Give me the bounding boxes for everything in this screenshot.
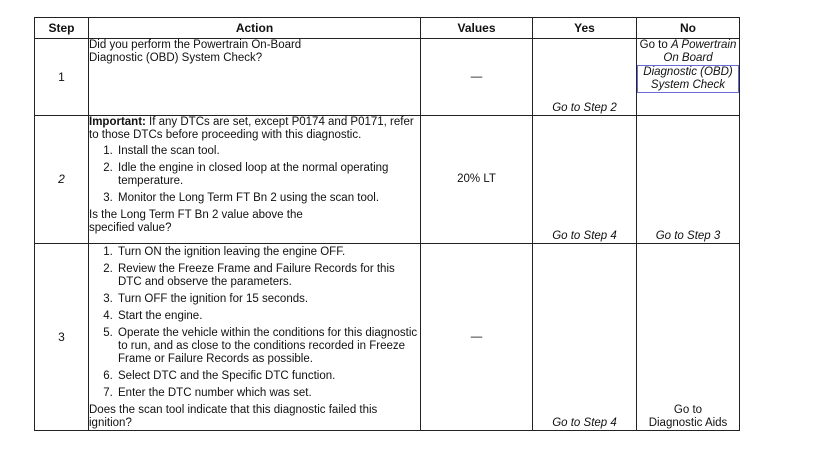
list-item: 5. Operate the vehicle within the conditions for this diagnostic to run, and as close to the conditions recorded in Freeze Frame or Failure Records as possible. — [116, 327, 420, 366]
no-link-prefix: Go to — [639, 39, 668, 51]
important-note — [89, 116, 420, 142]
no-link-text: Go to Step 3 — [655, 230, 721, 242]
list-item: 3. Turn OFF the ignition for 15 seconds. — [116, 293, 420, 306]
header-no: No — [637, 18, 740, 39]
yes-link[interactable] — [533, 244, 637, 431]
yes-link-text: Go to Step 4 — [552, 417, 617, 429]
header-yes: Yes — [533, 18, 637, 39]
no-link-text-1: A Powertrain On Board — [663, 39, 737, 64]
table-body — [35, 39, 740, 431]
yes-link[interactable] — [533, 39, 637, 116]
important-text: If any DTCs are set, except P0174 and P0171, refer to those DTCs before proceeding with this diagnostic. — [89, 116, 414, 141]
action-cell — [89, 244, 421, 431]
no-link[interactable] — [637, 39, 740, 116]
yes-link-text: Go to Step 4 — [552, 230, 617, 242]
header-action: Action — [89, 18, 421, 39]
important-label: Important: — [89, 116, 146, 128]
list-item: 2. Review the Freeze Frame and Failure Records for this DTC and observe the parameters. — [116, 263, 420, 289]
step-list — [89, 145, 420, 205]
yes-link[interactable] — [533, 116, 637, 244]
header-step: Step — [35, 18, 89, 39]
list-item: 3. Monitor the Long Term FT Bn 2 using the scan tool. — [116, 192, 420, 205]
list-item: 2. Idle the engine in closed loop at the normal operating temperature. — [116, 162, 420, 188]
no-link[interactable] — [637, 244, 740, 431]
step-list — [89, 246, 420, 400]
values-cell: 20% LT — [421, 116, 533, 244]
no-link[interactable] — [637, 116, 740, 244]
yes-link-text: Go to Step 2 — [552, 102, 617, 114]
action-cell — [89, 39, 421, 116]
values-cell: — — [421, 244, 533, 431]
values-cell: — — [421, 39, 533, 116]
no-link-line-1: Go to — [673, 404, 703, 416]
action-question: Did you perform the Powertrain On-Board Diagnostic (OBD) System Check? — [89, 39, 302, 64]
step-number: 3 — [35, 244, 89, 431]
table-header — [35, 18, 740, 39]
list-item: 1. Install the scan tool. — [116, 145, 420, 158]
step-number: 1 — [35, 39, 89, 116]
no-link-block — [637, 39, 739, 93]
header-values: Values — [421, 18, 533, 39]
table-row-step-1 — [35, 39, 740, 116]
table-row-step-2 — [35, 116, 740, 244]
action-cell — [89, 116, 421, 244]
no-link-text-2[interactable]: Diagnostic (OBD) System Check — [637, 65, 739, 93]
action-question: Is the Long Term FT Bn 2 value above the specified value? — [89, 209, 303, 234]
no-link-line-2: Diagnostic Aids — [648, 417, 728, 429]
step-number: 2 — [35, 116, 89, 244]
list-item: 6. Select DTC and the Specific DTC function. — [116, 370, 420, 383]
list-item: 4. Start the engine. — [116, 310, 420, 323]
table-row-step-3 — [35, 244, 740, 431]
action-question: Does the scan tool indicate that this diagnostic failed this ignition? — [89, 404, 378, 429]
header-row — [35, 18, 740, 39]
diagnostic-table — [34, 17, 740, 431]
list-item: 7. Enter the DTC number which was set. — [116, 387, 420, 400]
list-item: 1. Turn ON the ignition leaving the engine OFF. — [116, 246, 420, 259]
